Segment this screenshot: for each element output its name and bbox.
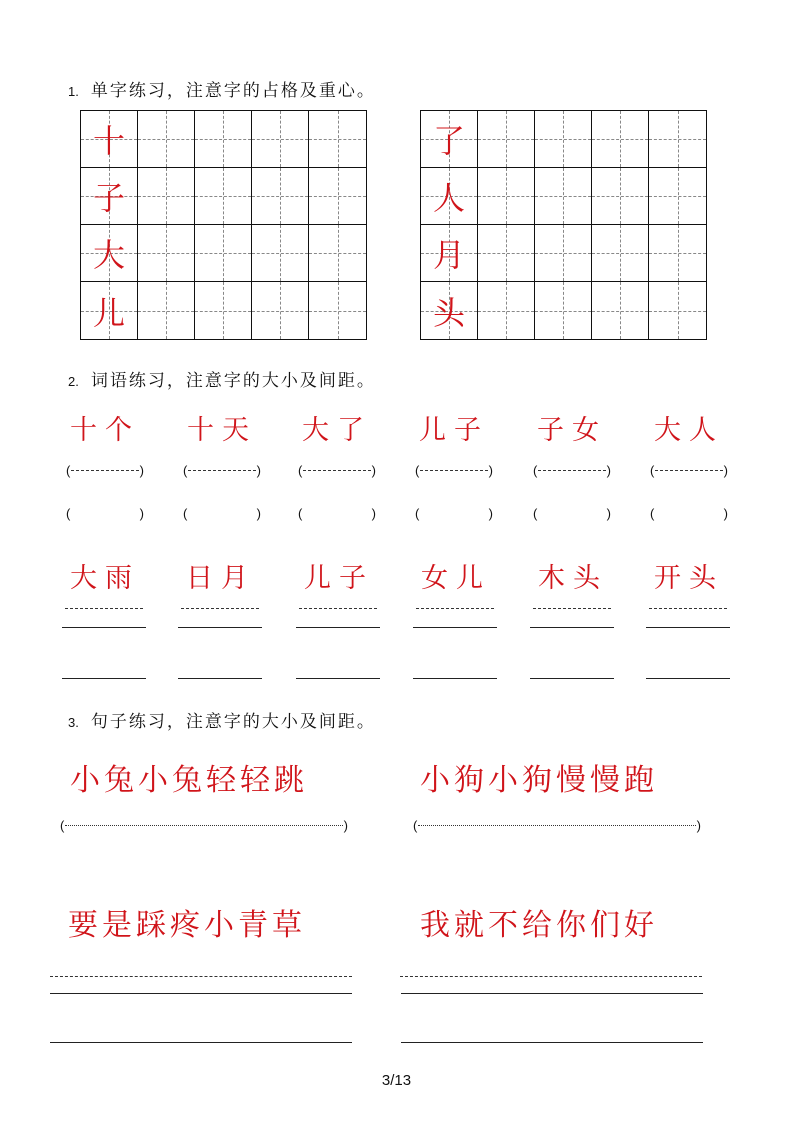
practice-cell[interactable]: [195, 282, 252, 339]
word-model: 日月: [186, 563, 256, 594]
dotted-guide: [71, 470, 138, 471]
practice-cell[interactable]: [478, 111, 535, 168]
paren-close: ): [488, 506, 493, 521]
word-model: 十个: [70, 415, 140, 446]
practice-cell[interactable]: [649, 225, 706, 282]
practice-cell[interactable]: [649, 111, 706, 168]
model-char: 了: [432, 122, 465, 160]
practice-grid-right: [420, 110, 707, 340]
model-char: 大: [92, 236, 125, 274]
paren-close: ): [343, 817, 348, 833]
sentence-1: 小兔小兔轻轻跳: [70, 763, 308, 798]
sentence-2: 小狗小狗慢慢跑: [420, 763, 658, 798]
word-model: 十天: [187, 415, 257, 446]
practice-cell[interactable]: [592, 111, 649, 168]
practice-cell[interactable]: [535, 282, 592, 339]
paren-open: (: [298, 462, 303, 478]
section-3-title: 句子练习，注意字的大小及间距。: [90, 712, 376, 732]
practice-cell[interactable]: [649, 168, 706, 225]
practice-cell[interactable]: [478, 168, 535, 225]
writing-guide-dotted: [416, 608, 494, 609]
model-char: 十: [92, 122, 125, 160]
practice-cell[interactable]: [138, 111, 195, 168]
pinyin-blank[interactable]: [66, 463, 144, 477]
paren-open: (: [413, 817, 418, 833]
practice-cell[interactable]: [535, 111, 592, 168]
word-model: 女儿: [421, 563, 491, 594]
word-model: 大雨: [70, 563, 140, 594]
writing-guide-dotted: [50, 976, 352, 977]
practice-cell[interactable]: [252, 168, 309, 225]
practice-cell[interactable]: [478, 225, 535, 282]
writing-line[interactable]: [413, 627, 497, 628]
practice-cell[interactable]: [649, 282, 706, 339]
section-2-title: 词语练习，注意字的大小及间距。: [90, 371, 376, 391]
model-char-cell: [421, 168, 478, 225]
writing-line[interactable]: [50, 1042, 352, 1043]
section-3-heading: [68, 707, 376, 732]
writing-line[interactable]: [646, 678, 730, 679]
section-1-number: 1.: [68, 84, 79, 99]
writing-line[interactable]: [646, 627, 730, 628]
dotted-guide: [420, 470, 487, 471]
answer-blank-1[interactable]: [60, 818, 348, 832]
pinyin-blank[interactable]: [298, 463, 376, 477]
practice-cell[interactable]: [195, 168, 252, 225]
paren-open: (: [66, 506, 71, 521]
word-model: 木头: [538, 563, 608, 594]
writing-guide-dotted: [299, 608, 377, 609]
writing-guide-dotted: [181, 608, 259, 609]
paren-close: ): [371, 462, 376, 478]
model-char: 人: [432, 179, 465, 217]
model-char-cell: [421, 225, 478, 282]
practice-cell[interactable]: [252, 282, 309, 339]
paren-open: (: [415, 462, 420, 478]
writing-line[interactable]: [296, 627, 380, 628]
answer-blank-2[interactable]: [413, 818, 701, 832]
pinyin-blank[interactable]: [650, 463, 728, 477]
model-char: 儿: [92, 293, 125, 332]
word-model: 儿子: [304, 563, 374, 594]
practice-cell[interactable]: [592, 225, 649, 282]
practice-cell[interactable]: [252, 111, 309, 168]
paren-open: (: [415, 506, 420, 521]
word-model: 开头: [654, 563, 724, 594]
model-char-cell: [81, 111, 138, 168]
writing-line[interactable]: [413, 678, 497, 679]
writing-guide-dotted: [533, 608, 611, 609]
paren-close: ): [256, 506, 261, 521]
practice-cell[interactable]: [195, 225, 252, 282]
word-model: 大人: [654, 415, 724, 446]
practice-cell[interactable]: [478, 282, 535, 339]
paren-close: ): [488, 462, 493, 478]
answer-blank[interactable]: [650, 506, 728, 521]
model-char: 月: [432, 236, 465, 274]
paren-close: ): [371, 506, 376, 521]
sentence-3: 要是踩疼小青草: [68, 908, 306, 943]
practice-cell[interactable]: [309, 282, 366, 339]
writing-line[interactable]: [62, 627, 146, 628]
dotted-guide: [188, 470, 255, 471]
model-char: 子: [92, 179, 125, 217]
dotted-guide: [418, 825, 695, 826]
model-char-cell: [421, 111, 478, 168]
answer-blank[interactable]: [298, 506, 376, 521]
practice-cell[interactable]: [309, 225, 366, 282]
answer-blank[interactable]: [533, 506, 611, 521]
paren-close: ): [723, 506, 728, 521]
writing-line[interactable]: [530, 627, 614, 628]
paren-close: ): [139, 462, 144, 478]
paren-close: ): [256, 462, 261, 478]
model-char-cell: [81, 282, 138, 339]
paren-close: ): [696, 817, 701, 833]
paren-open: (: [298, 506, 303, 521]
section-1-title: 单字练习，注意字的占格及重心。: [90, 81, 376, 101]
paren-close: ): [723, 462, 728, 478]
paren-close: ): [606, 462, 611, 478]
pinyin-blank[interactable]: [183, 463, 261, 477]
dotted-guide: [303, 470, 370, 471]
practice-cell[interactable]: [592, 282, 649, 339]
answer-blank[interactable]: [66, 506, 144, 521]
paren-close: ): [606, 506, 611, 521]
dotted-guide: [655, 470, 722, 471]
writing-line[interactable]: [50, 993, 352, 994]
paren-open: (: [60, 817, 65, 833]
writing-line[interactable]: [401, 993, 703, 994]
section-2-number: 2.: [68, 374, 79, 389]
practice-cell[interactable]: [138, 282, 195, 339]
writing-line[interactable]: [178, 627, 262, 628]
model-char-cell: [421, 282, 478, 339]
writing-guide-dotted: [65, 608, 143, 609]
word-model: 大了: [302, 415, 372, 446]
pinyin-blank[interactable]: [533, 463, 611, 477]
model-char-cell: [81, 225, 138, 282]
paren-open: (: [650, 462, 655, 478]
word-model: 子女: [537, 415, 607, 446]
practice-cell[interactable]: [309, 111, 366, 168]
dotted-guide: [65, 825, 342, 826]
writing-line[interactable]: [62, 678, 146, 679]
model-char-cell: [81, 168, 138, 225]
practice-cell[interactable]: [138, 168, 195, 225]
practice-cell[interactable]: [535, 225, 592, 282]
paren-close: ): [139, 506, 144, 521]
section-1-heading: [68, 76, 376, 101]
practice-cell[interactable]: [252, 225, 309, 282]
pinyin-blank[interactable]: [415, 463, 493, 477]
writing-guide-dotted: [400, 976, 702, 977]
dotted-guide: [538, 470, 605, 471]
answer-blank[interactable]: [183, 506, 261, 521]
sentence-4: 我就不给你们好: [420, 908, 658, 943]
answer-blank[interactable]: [415, 506, 493, 521]
writing-line[interactable]: [530, 678, 614, 679]
writing-guide-dotted: [649, 608, 727, 609]
writing-line[interactable]: [296, 678, 380, 679]
section-2-heading: [68, 366, 376, 391]
practice-cell[interactable]: [309, 168, 366, 225]
paren-open: (: [183, 462, 188, 478]
practice-cell[interactable]: [195, 111, 252, 168]
writing-line[interactable]: [178, 678, 262, 679]
paren-open: (: [183, 506, 188, 521]
writing-line[interactable]: [401, 1042, 703, 1043]
section-3-number: 3.: [68, 715, 79, 730]
practice-cell[interactable]: [138, 225, 195, 282]
paren-open: (: [650, 506, 655, 521]
practice-grid-left: [80, 110, 367, 340]
practice-cell[interactable]: [592, 168, 649, 225]
paren-open: (: [66, 462, 71, 478]
practice-cell[interactable]: [535, 168, 592, 225]
paren-open: (: [533, 462, 538, 478]
model-char: 头: [432, 293, 465, 332]
word-model: 儿子: [419, 415, 489, 446]
page-number: 3/13: [381, 1072, 412, 1089]
paren-open: (: [533, 506, 538, 521]
